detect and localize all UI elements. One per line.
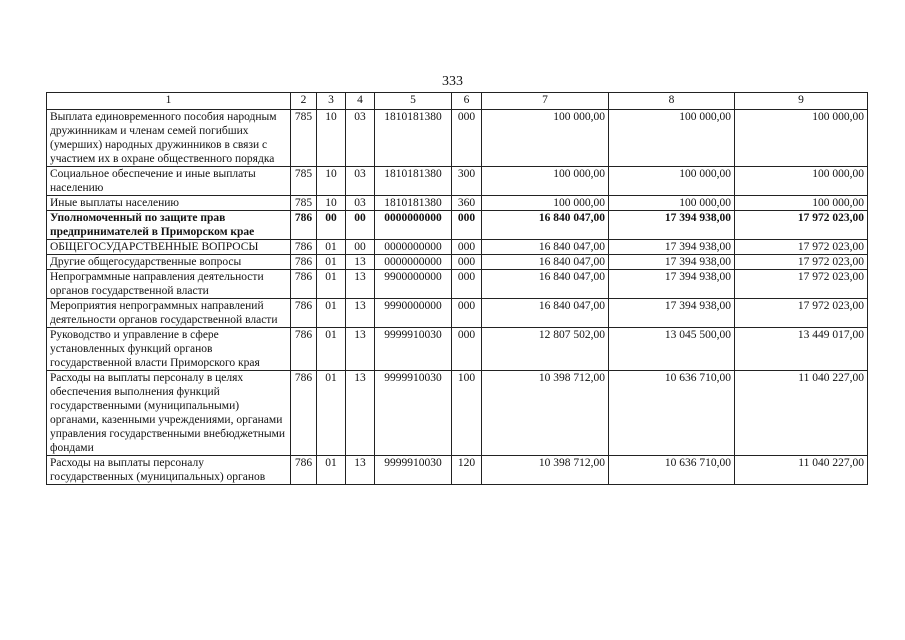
row-name-cell: Расходы на выплаты персоналу в целях обеспечения выполнения функций государственными (муниципальными) органами, казенными учреждениями, органами управления государственными внебюджетными фондами	[47, 371, 291, 456]
table-body	[47, 110, 868, 485]
row-amount-year1-cell: 100 000,00	[482, 196, 609, 211]
row-expense-type-cell: 000	[452, 211, 482, 240]
row-name-cell: Другие общегосударственные вопросы	[47, 255, 291, 270]
row-target-article-cell: 0000000000	[375, 211, 452, 240]
row-subsection-cell: 13	[346, 255, 375, 270]
row-amount-year1-cell: 16 840 047,00	[482, 255, 609, 270]
row-amount-year1-cell: 16 840 047,00	[482, 211, 609, 240]
row-target-article-cell: 0000000000	[375, 255, 452, 270]
header-cell-5: 5	[375, 93, 452, 110]
row-amount-year3-cell: 100 000,00	[735, 167, 868, 196]
table-row	[47, 371, 868, 456]
row-name-cell: Уполномоченный по защите прав предпринимателей в Приморском крае	[47, 211, 291, 240]
row-amount-year3-cell: 13 449 017,00	[735, 328, 868, 371]
header-cell-3: 3	[317, 93, 346, 110]
row-subsection-cell: 03	[346, 110, 375, 167]
row-ministry-code-cell: 785	[291, 196, 317, 211]
header-cell-9: 9	[735, 93, 868, 110]
row-section-cell: 10	[317, 196, 346, 211]
row-amount-year1-cell: 16 840 047,00	[482, 270, 609, 299]
row-amount-year3-cell: 17 972 023,00	[735, 270, 868, 299]
row-amount-year3-cell: 17 972 023,00	[735, 255, 868, 270]
row-amount-year2-cell: 13 045 500,00	[609, 328, 735, 371]
header-cell-2: 2	[291, 93, 317, 110]
row-amount-year2-cell: 100 000,00	[609, 110, 735, 167]
row-name-cell: Выплата единовременного пособия народным дружинникам и членам семей погибших (умерших) народных дружинников в связи с участием их в охране общественного порядка	[47, 110, 291, 167]
budget-table	[46, 92, 868, 485]
row-ministry-code-cell: 786	[291, 456, 317, 485]
row-ministry-code-cell: 786	[291, 299, 317, 328]
row-amount-year2-cell: 10 636 710,00	[609, 456, 735, 485]
row-name-cell: Социальное обеспечение и иные выплаты населению	[47, 167, 291, 196]
row-name-cell: Расходы на выплаты персоналу государственных (муниципальных) органов	[47, 456, 291, 485]
row-target-article-cell: 9990000000	[375, 299, 452, 328]
row-amount-year1-cell: 16 840 047,00	[482, 240, 609, 255]
row-ministry-code-cell: 786	[291, 240, 317, 255]
row-amount-year2-cell: 17 394 938,00	[609, 270, 735, 299]
row-amount-year3-cell: 11 040 227,00	[735, 371, 868, 456]
header-cell-1: 1	[47, 93, 291, 110]
row-section-cell: 00	[317, 211, 346, 240]
row-target-article-cell: 1810181380	[375, 110, 452, 167]
row-amount-year2-cell: 100 000,00	[609, 167, 735, 196]
row-expense-type-cell: 360	[452, 196, 482, 211]
row-target-article-cell: 9900000000	[375, 270, 452, 299]
row-subsection-cell: 00	[346, 211, 375, 240]
header-cell-4: 4	[346, 93, 375, 110]
row-name-cell: Иные выплаты населению	[47, 196, 291, 211]
header-cell-6: 6	[452, 93, 482, 110]
header-cell-8: 8	[609, 93, 735, 110]
row-ministry-code-cell: 785	[291, 167, 317, 196]
row-subsection-cell: 13	[346, 328, 375, 371]
row-ministry-code-cell: 786	[291, 211, 317, 240]
table-row	[47, 270, 868, 299]
row-name-cell: Мероприятия непрограммных направлений деятельности органов государственной власти	[47, 299, 291, 328]
table-row	[47, 456, 868, 485]
row-subsection-cell: 13	[346, 456, 375, 485]
row-expense-type-cell: 000	[452, 299, 482, 328]
table-row	[47, 299, 868, 328]
page-number: 333	[442, 74, 463, 89]
table-row	[47, 167, 868, 196]
row-amount-year2-cell: 17 394 938,00	[609, 299, 735, 328]
table-row	[47, 255, 868, 270]
row-target-article-cell: 9999910030	[375, 371, 452, 456]
row-section-cell: 01	[317, 299, 346, 328]
row-amount-year3-cell: 17 972 023,00	[735, 240, 868, 255]
row-amount-year3-cell: 100 000,00	[735, 110, 868, 167]
row-expense-type-cell: 000	[452, 270, 482, 299]
table-row	[47, 211, 868, 240]
row-name-cell: Руководство и управление в сфере установленных функций органов государственной власти Приморского края	[47, 328, 291, 371]
row-expense-type-cell: 000	[452, 328, 482, 371]
row-expense-type-cell: 300	[452, 167, 482, 196]
row-amount-year1-cell: 10 398 712,00	[482, 371, 609, 456]
table-row	[47, 240, 868, 255]
row-ministry-code-cell: 785	[291, 110, 317, 167]
row-section-cell: 01	[317, 328, 346, 371]
table-row	[47, 328, 868, 371]
row-section-cell: 01	[317, 255, 346, 270]
row-amount-year3-cell: 17 972 023,00	[735, 211, 868, 240]
row-amount-year2-cell: 100 000,00	[609, 196, 735, 211]
row-expense-type-cell: 000	[452, 240, 482, 255]
header-cell-7: 7	[482, 93, 609, 110]
row-section-cell: 10	[317, 167, 346, 196]
row-amount-year3-cell: 100 000,00	[735, 196, 868, 211]
row-name-cell: Непрограммные направления деятельности органов государственной власти	[47, 270, 291, 299]
row-subsection-cell: 13	[346, 371, 375, 456]
row-amount-year1-cell: 12 807 502,00	[482, 328, 609, 371]
row-section-cell: 10	[317, 110, 346, 167]
row-target-article-cell: 1810181380	[375, 167, 452, 196]
row-amount-year1-cell: 100 000,00	[482, 167, 609, 196]
row-subsection-cell: 03	[346, 196, 375, 211]
table-row	[47, 110, 868, 167]
row-target-article-cell: 9999910030	[375, 456, 452, 485]
row-ministry-code-cell: 786	[291, 328, 317, 371]
row-target-article-cell: 9999910030	[375, 328, 452, 371]
row-amount-year2-cell: 17 394 938,00	[609, 240, 735, 255]
row-ministry-code-cell: 786	[291, 270, 317, 299]
row-section-cell: 01	[317, 371, 346, 456]
row-amount-year1-cell: 10 398 712,00	[482, 456, 609, 485]
header-row	[47, 93, 868, 110]
row-amount-year3-cell: 11 040 227,00	[735, 456, 868, 485]
row-subsection-cell: 00	[346, 240, 375, 255]
row-expense-type-cell: 120	[452, 456, 482, 485]
row-section-cell: 01	[317, 270, 346, 299]
row-subsection-cell: 03	[346, 167, 375, 196]
row-name-cell: ОБЩЕГОСУДАРСТВЕННЫЕ ВОПРОСЫ	[47, 240, 291, 255]
row-ministry-code-cell: 786	[291, 255, 317, 270]
row-expense-type-cell: 100	[452, 371, 482, 456]
row-amount-year2-cell: 10 636 710,00	[609, 371, 735, 456]
row-target-article-cell: 0000000000	[375, 240, 452, 255]
row-section-cell: 01	[317, 240, 346, 255]
row-target-article-cell: 1810181380	[375, 196, 452, 211]
row-ministry-code-cell: 786	[291, 371, 317, 456]
row-section-cell: 01	[317, 456, 346, 485]
row-amount-year1-cell: 16 840 047,00	[482, 299, 609, 328]
row-amount-year2-cell: 17 394 938,00	[609, 255, 735, 270]
row-expense-type-cell: 000	[452, 110, 482, 167]
row-amount-year2-cell: 17 394 938,00	[609, 211, 735, 240]
row-expense-type-cell: 000	[452, 255, 482, 270]
row-amount-year3-cell: 17 972 023,00	[735, 299, 868, 328]
table-row	[47, 196, 868, 211]
row-subsection-cell: 13	[346, 270, 375, 299]
row-subsection-cell: 13	[346, 299, 375, 328]
row-amount-year1-cell: 100 000,00	[482, 110, 609, 167]
